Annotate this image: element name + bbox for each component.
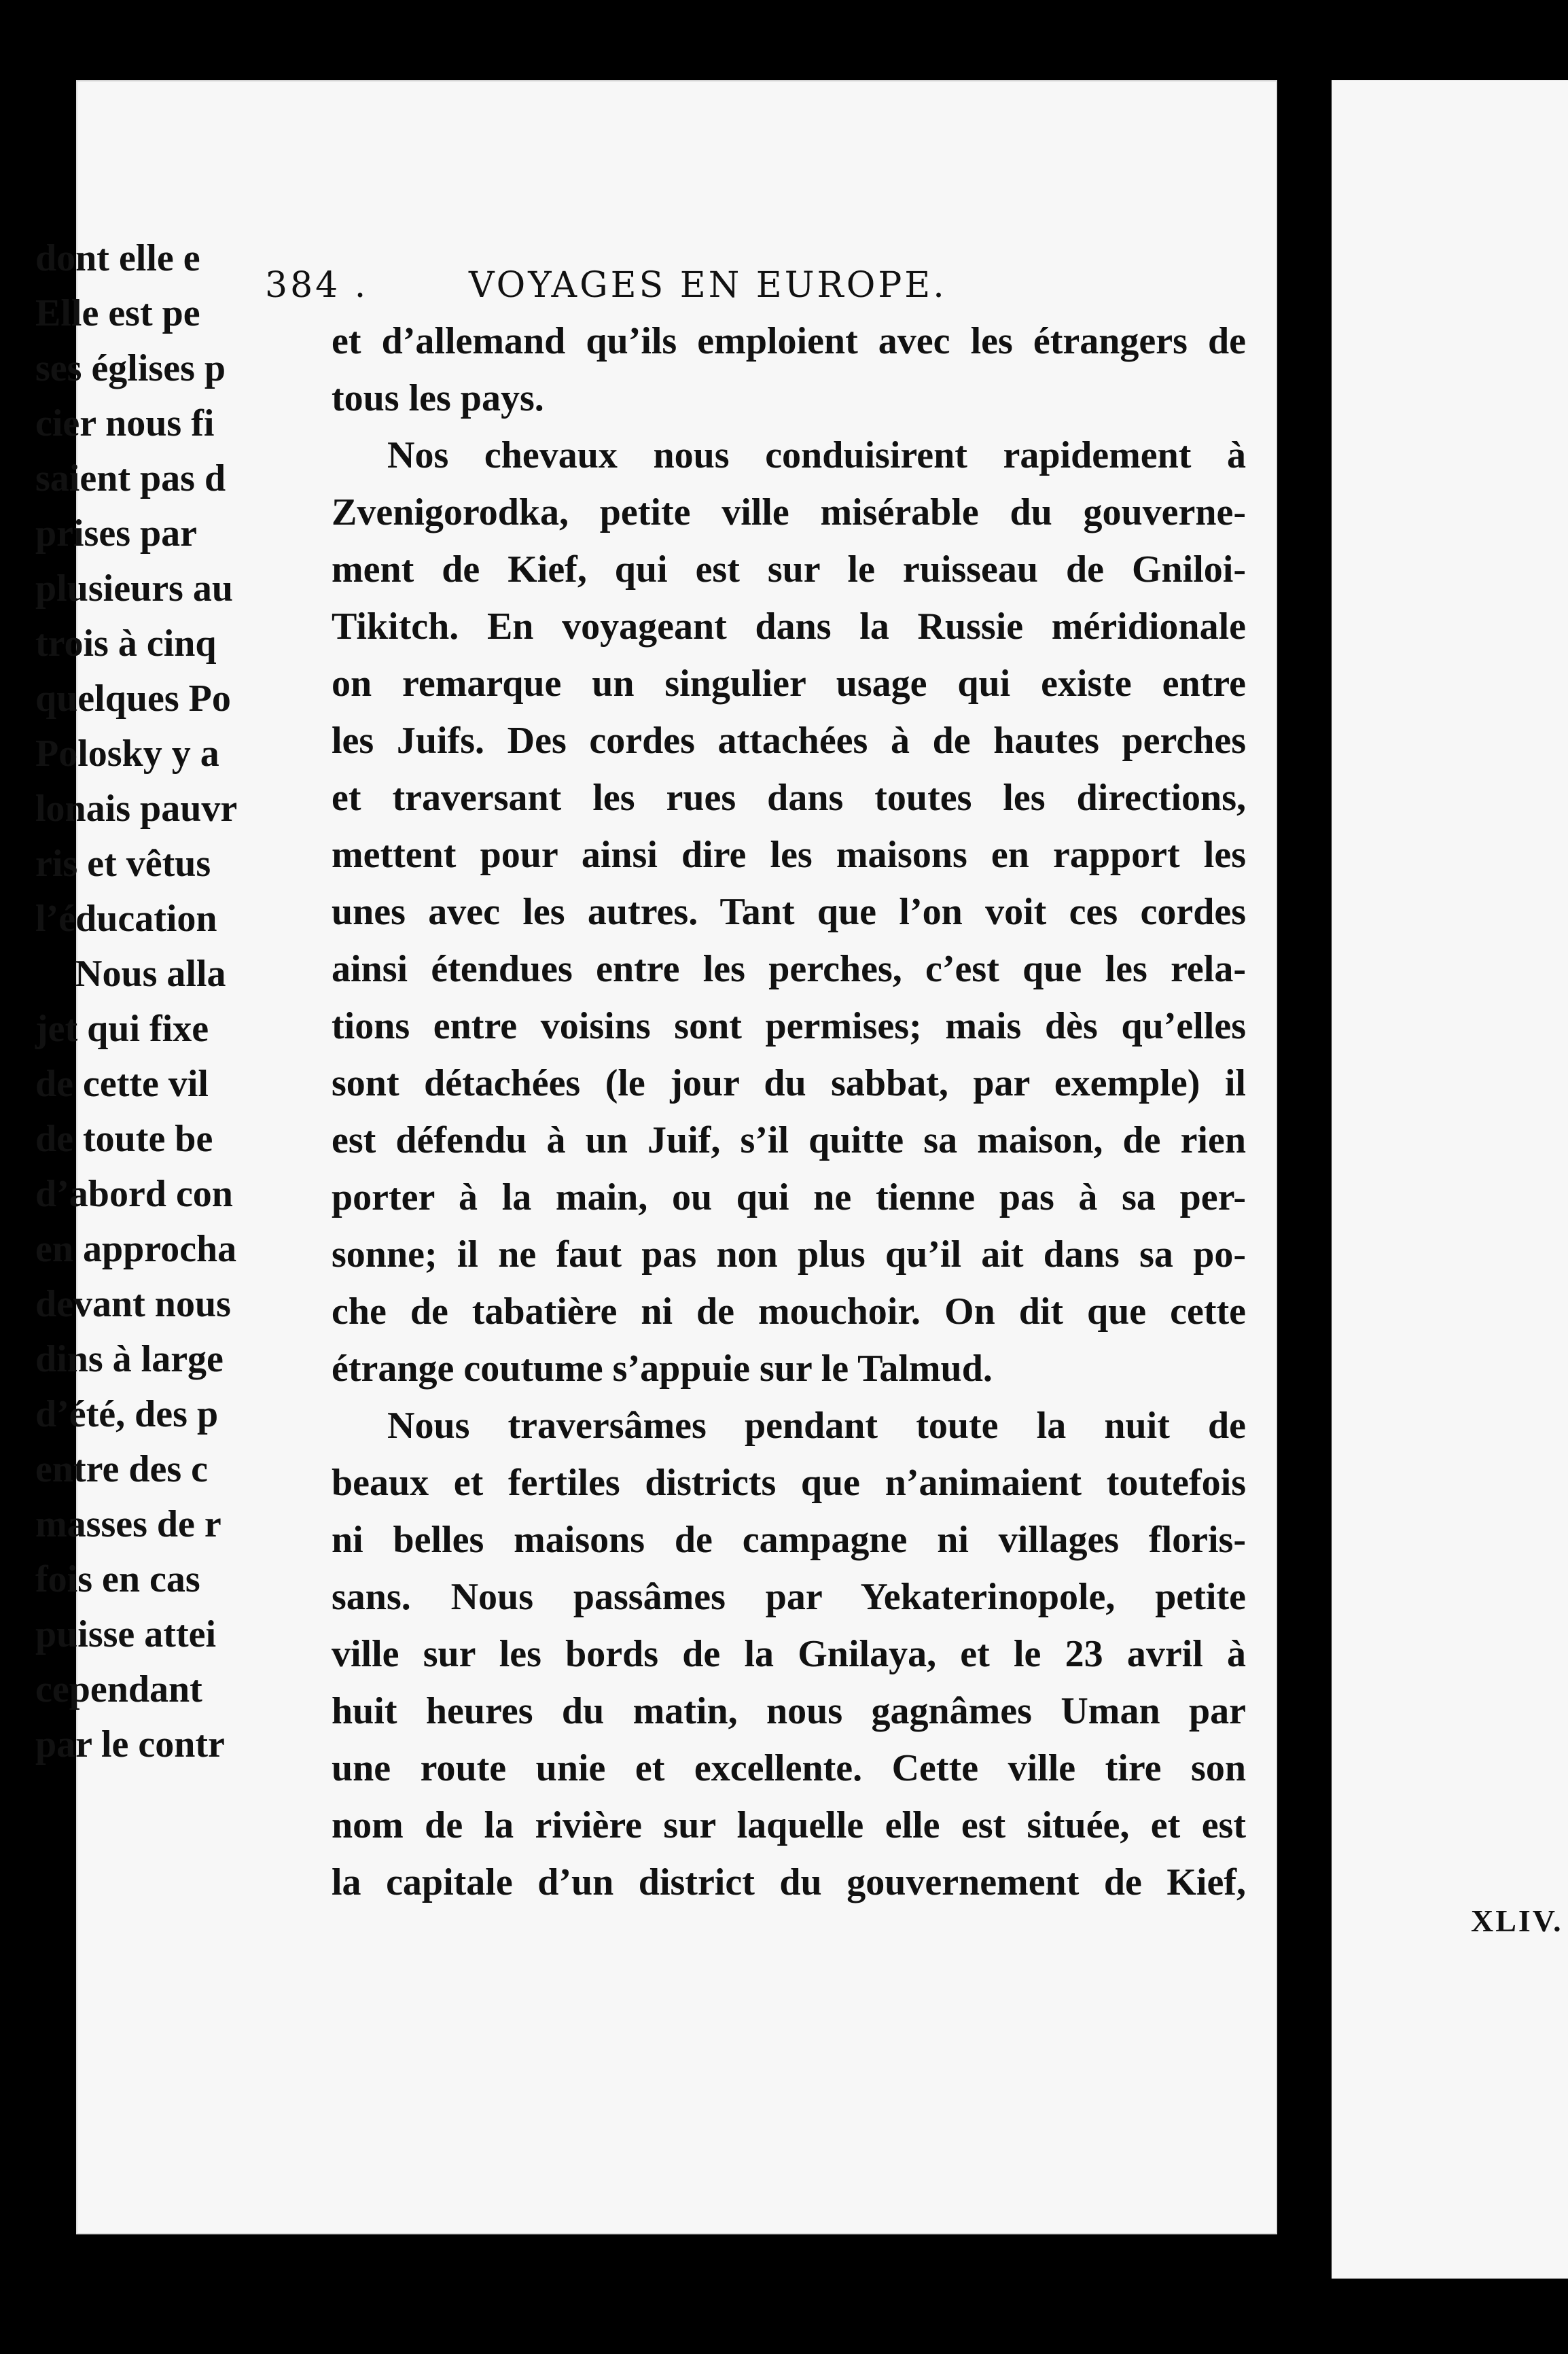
text-line: ris et vêtus xyxy=(35,843,211,885)
text-line: cier nous fi xyxy=(35,402,215,444)
text-line: Nous alla xyxy=(75,953,226,995)
text-line: lonais pauvr xyxy=(35,788,238,830)
text-line: unes avec les autres. Tant que l’on voit ces cordes xyxy=(332,891,1246,933)
text-line: de toute be xyxy=(35,1118,213,1160)
text-line: che de tabatière ni de mouchoir. On dit que cette xyxy=(332,1290,1246,1333)
text-line: porter à la main, ou qui ne tienne pas à sa per- xyxy=(332,1176,1246,1218)
text-line: masses de r xyxy=(35,1503,221,1545)
text-line: de cette vil xyxy=(35,1063,209,1105)
text-line: les Juifs. Des cordes attachées à de hautes perches xyxy=(332,720,1246,762)
text-line: ni belles maisons de campagne ni villages floris- xyxy=(332,1519,1246,1561)
text-line: fois en cas xyxy=(35,1558,200,1600)
text-line: Elle est pe xyxy=(35,292,200,334)
text-line: dins à large xyxy=(35,1338,224,1380)
right-page xyxy=(1332,80,1568,2279)
text-line: tions entre voisins sont permises; mais dès qu’elles xyxy=(332,1005,1246,1047)
text-line: plusieurs au xyxy=(35,567,233,610)
text-line: d’abord con xyxy=(35,1173,233,1215)
text-line: Nos chevaux nous conduisirent rapidement à xyxy=(387,434,1246,476)
signature-mark: XLIV. xyxy=(1471,1903,1563,1938)
text-line: nom de la rivière sur laquelle elle est située, et est xyxy=(332,1804,1246,1846)
text-line: en approcha xyxy=(35,1228,237,1270)
running-title: VOYAGES EN EUROPE. xyxy=(469,265,947,306)
text-line: on remarque un singulier usage qui existe entre xyxy=(332,663,1246,705)
text-line: Nous traversâmes pendant toute la nuit de xyxy=(387,1405,1246,1447)
text-line: et d’allemand qu’ils emploient avec les étrangers de xyxy=(332,320,1246,362)
right-page-text xyxy=(35,231,253,1772)
text-line: ses églises p xyxy=(35,347,226,389)
text-line: huit heures du matin, nous gagnâmes Uman par xyxy=(332,1690,1246,1732)
text-line: ment de Kief, qui est sur le ruisseau de Gniloi- xyxy=(332,548,1246,591)
text-line: la capitale d’un district du gouvernement de Kief, xyxy=(332,1861,1246,1903)
text-line: sonne; il ne faut pas non plus qu’il ait dans sa po- xyxy=(332,1233,1246,1276)
text-line: dont elle e xyxy=(35,237,200,279)
text-line: Tikitch. En voyageant dans la Russie méridionale xyxy=(332,605,1246,648)
text-line: et traversant les rues dans toutes les directions, xyxy=(332,777,1246,819)
text-line: devant nous xyxy=(35,1283,231,1325)
text-line: sans. Nous passâmes par Yekaterinopole, petite xyxy=(332,1576,1246,1618)
text-line: ville sur les bords de la Gnilaya, et le 23 avril à xyxy=(332,1633,1246,1675)
running-head xyxy=(265,265,1230,313)
text-line: entre des c xyxy=(35,1448,208,1490)
text-line: est défendu à un Juif, s’il quitte sa maison, de rien xyxy=(332,1119,1246,1161)
text-line: tous les pays. xyxy=(332,377,544,419)
text-line: prises par xyxy=(35,512,197,555)
text-line: par le contr xyxy=(35,1723,225,1766)
text-line: jet qui fixe xyxy=(35,1008,209,1050)
text-line: l’éducation xyxy=(35,898,217,940)
page-number: 384 . xyxy=(265,265,369,306)
text-line: d’été, des p xyxy=(35,1393,219,1435)
text-line: une route unie et excellente. Cette ville tire son xyxy=(332,1747,1246,1789)
text-line: ainsi étendues entre les perches, c’est que les rela- xyxy=(332,948,1246,990)
text-line: quelques Po xyxy=(35,678,231,720)
text-line: sont détachées (le jour du sabbat, par exemple) il xyxy=(332,1062,1246,1104)
text-line: trois à cinq xyxy=(35,622,217,665)
text-line: puisse attei xyxy=(35,1613,216,1655)
text-line: étrange coutume s’appuie sur le Talmud. xyxy=(332,1348,993,1390)
text-line: saient pas d xyxy=(35,457,226,499)
text-line: cependant xyxy=(35,1668,202,1710)
text-line: Polosky y a xyxy=(35,733,219,775)
body-text xyxy=(332,313,1246,1957)
text-line: beaux et fertiles districts que n’animaient toutefois xyxy=(332,1462,1246,1504)
text-line: Zvenigorodka, petite ville misérable du gouverne- xyxy=(332,491,1246,533)
text-line: mettent pour ainsi dire les maisons en rapport les xyxy=(332,834,1246,876)
